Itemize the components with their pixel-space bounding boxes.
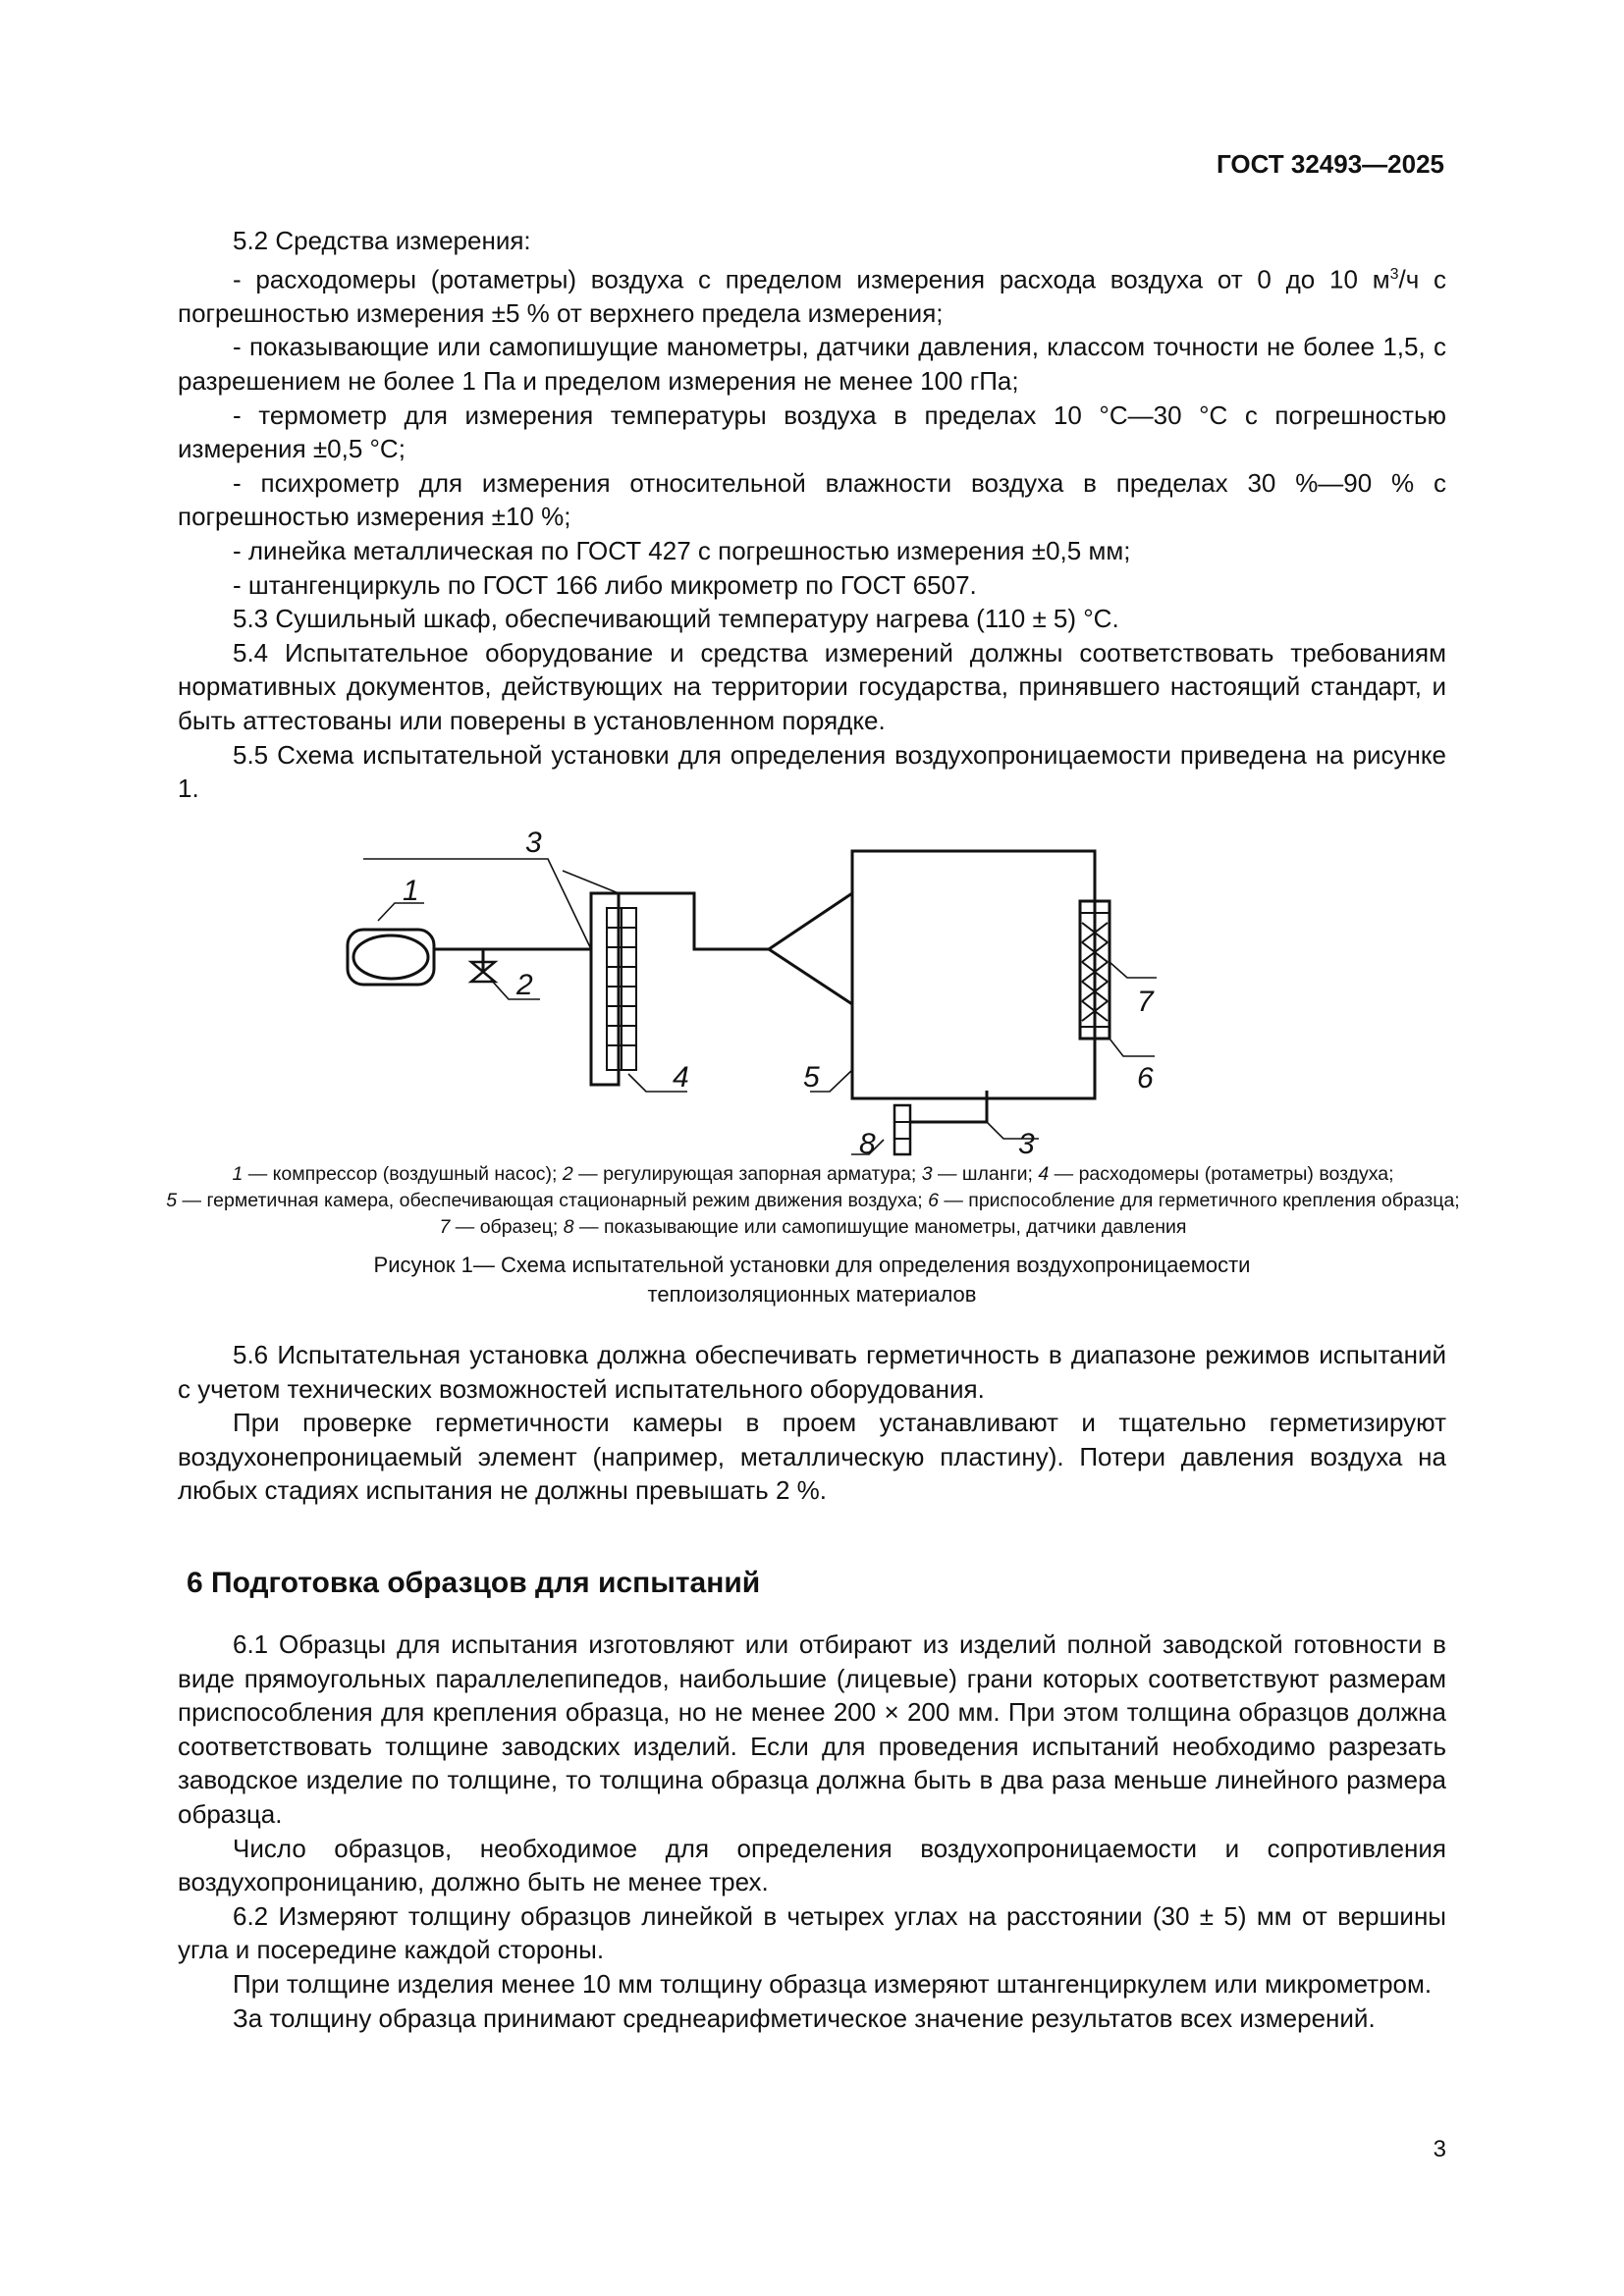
compressor-inner [353, 935, 428, 979]
paragraph-5-3: 5.3 Сушильный шкаф, обеспечивающий температуру нагрева (110 ± 5) °С. [233, 604, 1119, 634]
figure-caption [178, 1251, 1446, 1309]
paragraph-avg: За толщину образца принимают среднеарифметическое значение результатов всех измерений. [233, 2002, 1376, 2033]
label-6: 6 [1137, 1062, 1154, 1095]
label-5: 5 [803, 1061, 820, 1094]
section-6-heading: 6 Подготовка образцов для испытаний [187, 1567, 761, 1599]
paragraph-5-5: 5.5 Схема испытательной установки для определения воздухопроницаемости приведена на рисунке 1. [178, 739, 1446, 804]
figure-legend: 1 — компрессор (воздушный насос); 2 — регулирующая запорная арматура; 3 — шланги; 4 — расходомеры (ротаметры) воздуха; 5 — герметичная камера, обеспечивающая стационарный режим движения воздуха; 6 — приспособление для герметичного крепления образца; 7 — образец; 8 — показывающие или самопишущие манометры, датчики давления [166, 1163, 1460, 1238]
label-7: 7 [1137, 986, 1154, 1018]
label-3-bottom: 3 [1018, 1128, 1035, 1160]
chamber-shape [852, 851, 1095, 1098]
paragraph-6-1: 6.1 Образцы для испытания изготовляют или отбирают из изделий полной заводской готовности в виде прямоугольных параллелепипедов, наибольшие (лицевые) грани которых соответствуют размерам приспособления для крепления образца, но не менее 200 × 200 мм. При этом толщина образцов должна соответствовать толщине заводских изделий. Если для проведения испытаний необходимо разрезать заводское изделие по толщине, то толщина образца должна быть в два раза меньше линейного размера образца. [178, 1629, 1446, 1829]
label-4: 4 [673, 1061, 689, 1094]
paragraph-count: Число образцов, необходимое для определения воздухопроницаемости и сопротивления воздухопроницанию, должно быть не менее трех. [178, 1833, 1446, 1897]
manometer-shape [894, 1105, 910, 1154]
paragraph-5-2-title: 5.2 Средства измерения: [233, 226, 531, 255]
document-header: ГОСТ 32493—2025 [1217, 149, 1444, 179]
paragraph-psychrometer: - психрометр для измерения относительной влажности воздуха в пределах 30 %—90 % с погрешностью измерения ±10 %; [178, 467, 1446, 532]
paragraph-flowmeters: - расходомеры (ротаметры) воздуха с пределом измерения расхода воздуха от 0 до 10 $м^3/ч$ с погрешностью измерения ±5 % от верхнего предела измерения; [178, 264, 1447, 328]
paragraph-manometers: - показывающие или самопишущие манометры, датчики давления, классом точности не более 1,5, с разрешением не более 1 Па и пределом измерения не менее 100 гПа; [178, 332, 1446, 397]
paragraph-thermometer: - термометр для измерения температуры воздуха в пределах 10 °С—30 °С с погрешностью измерения ±0,5 °С; [178, 400, 1446, 464]
compressor-shape [348, 930, 434, 985]
label-1: 1 [403, 875, 419, 907]
label-3-top: 3 [525, 827, 542, 859]
paragraph-5-4: 5.4 Испытательное оборудование и средства измерений должны соответствовать требованиям нормативных документов, действующих на территории государства, принявшего настоящий стандарт, и быть аттестованы или поверены в установленном порядке. [178, 637, 1446, 735]
paragraph-6-2: 6.2 Измеряют толщину образцов линейкой в четырех углах на расстоянии (30 ± 5) мм от вершины угла и посередине каждой стороны. [178, 1900, 1446, 1965]
paragraph-ruler: - линейка металлическая по ГОСТ 427 с погрешностью измерения ±0,5 мм; [233, 536, 1131, 565]
label-2: 2 [516, 969, 533, 1001]
section-6-block [178, 1628, 1446, 2035]
section-5-continued [178, 1338, 1446, 1508]
paragraph-5-6: 5.6 Испытательная установка должна обеспечивать герметичность в диапазоне режимов испытаний с учетом технических возможностей испытательного оборудования. [178, 1340, 1446, 1404]
caption-line-1: Рисунок 1— Схема испытательной установки для определения воздухопроницаемости [373, 1253, 1251, 1277]
caption-line-2: теплоизоляционных материалов [647, 1282, 977, 1307]
label-8: 8 [859, 1128, 876, 1160]
paragraph-check: При проверке герметичности камеры в проем устанавливают и тщательно герметизируют воздухонепроницаемый элемент (например, металлическую пластину). Потери давления воздуха на любых стадиях испытания не должны превышать 2 %. [178, 1408, 1446, 1506]
section-5-block [178, 224, 1446, 806]
paragraph-caliper: - штангенциркуль по ГОСТ 166 либо микрометр по ГОСТ 6507. [233, 569, 977, 600]
figure-1-diagram [334, 815, 1218, 1160]
flowmeter-outer [591, 893, 619, 1085]
page-number: 3 [1433, 2136, 1446, 2163]
paragraph-thin: При толщине изделия менее 10 мм толщину образца измеряют штангенциркулем или микрометром. [233, 1968, 1433, 1999]
